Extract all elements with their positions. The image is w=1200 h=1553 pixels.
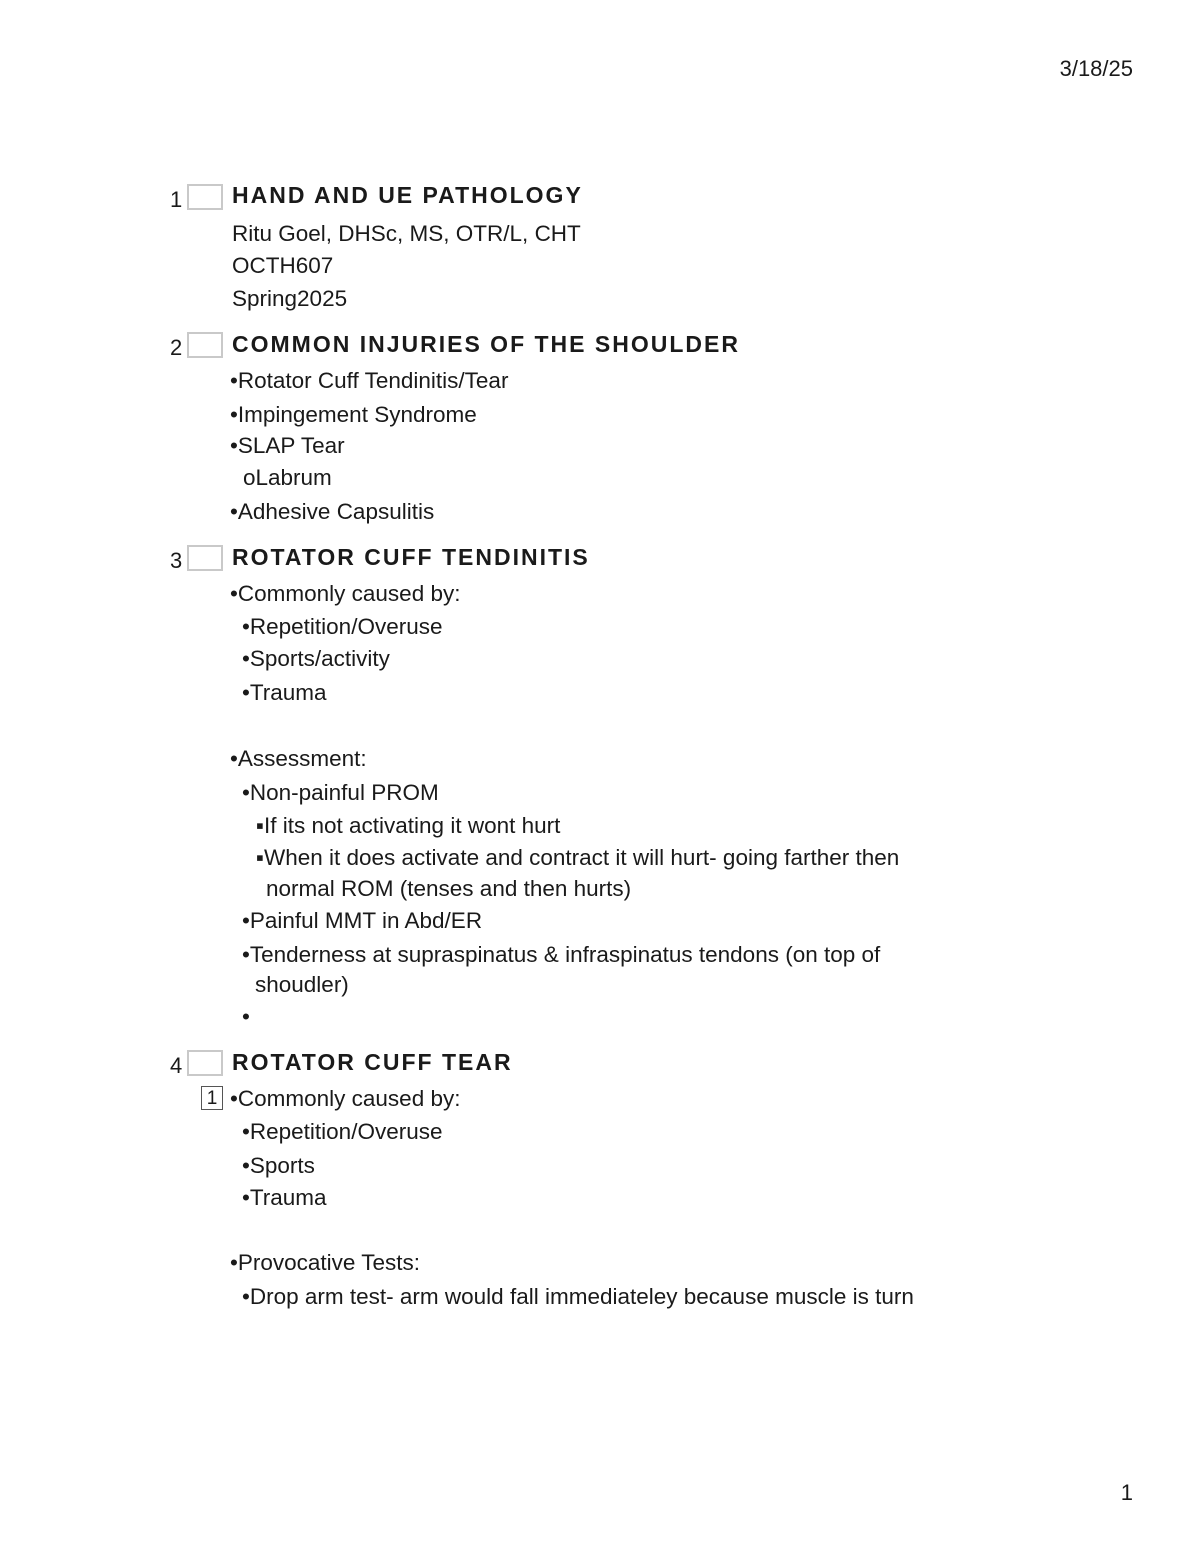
slide-title: ROTATOR CUFF TEAR: [232, 1049, 513, 1075]
sub-bullet-continuation: shoudler): [255, 972, 349, 997]
sub-bullet-item: •Painful MMT in Abd/ER: [242, 908, 483, 933]
subtitle-line: Spring2025: [232, 286, 348, 311]
slide-number: 4: [170, 1053, 183, 1078]
slide-title: ROTATOR CUFF TENDINITIS: [232, 544, 590, 570]
slide-number: 1: [170, 187, 183, 212]
slide-thumbnail[interactable]: [187, 332, 223, 358]
sub-bullet-item: •Drop arm test- arm would fall immediateley because muscle is turn: [242, 1284, 914, 1309]
page-number: 1: [1120, 1480, 1133, 1505]
subtitle-line: Ritu Goel, DHSc, MS, OTR/L, CHT: [232, 221, 581, 246]
sub-sub-bullet-item: ▪If its not activating it wont hurt: [256, 813, 561, 838]
sub-sub-bullet-item: ▪When it does activate and contract it will hurt- going farther then: [256, 845, 900, 870]
sub-sub-bullet-continuation: normal ROM (tenses and then hurts): [266, 876, 632, 901]
sub-bullet-item: •Non-painful PROM: [242, 780, 439, 805]
sub-bullet-item: oLabrum: [243, 465, 332, 490]
bullet-item: •Provocative Tests:: [230, 1250, 421, 1275]
sub-bullet-item: •Trauma: [242, 1185, 327, 1210]
sub-bullet-item: •Sports: [242, 1153, 315, 1178]
slide-thumbnail[interactable]: [187, 545, 223, 571]
bullet-item: •Commonly caused by:: [230, 581, 461, 606]
subtitle-line: OCTH607: [232, 253, 334, 278]
sub-bullet-item: •Repetition/Overuse: [242, 1119, 443, 1144]
sub-bullet-item: •Trauma: [242, 680, 327, 705]
annotation-marker[interactable]: 1: [201, 1086, 223, 1110]
slide-number: 3: [170, 548, 183, 573]
bullet-item: •Assessment:: [230, 746, 367, 771]
sub-bullet-item: •Tenderness at supraspinatus & infraspinatus tendons (on top of: [242, 942, 881, 967]
sub-bullet-item: •Repetition/Overuse: [242, 614, 443, 639]
slide-number: 2: [170, 335, 183, 360]
bullet-item: •Rotator Cuff Tendinitis/Tear: [230, 368, 509, 393]
slide-thumbnail[interactable]: [187, 1050, 223, 1076]
empty-bullet: •: [242, 1004, 250, 1029]
bullet-item: •SLAP Tear: [230, 433, 345, 458]
bullet-item: •Adhesive Capsulitis: [230, 499, 435, 524]
slide-thumbnail[interactable]: [187, 184, 223, 210]
bullet-item: •Impingement Syndrome: [230, 402, 477, 427]
slide-title: COMMON INJURIES OF THE SHOULDER: [232, 331, 740, 357]
print-date: 3/18/25: [1059, 56, 1133, 81]
bullet-item: •Commonly caused by:: [230, 1086, 461, 1111]
slide-title: HAND AND UE PATHOLOGY: [232, 182, 583, 208]
sub-bullet-item: •Sports/activity: [242, 646, 390, 671]
